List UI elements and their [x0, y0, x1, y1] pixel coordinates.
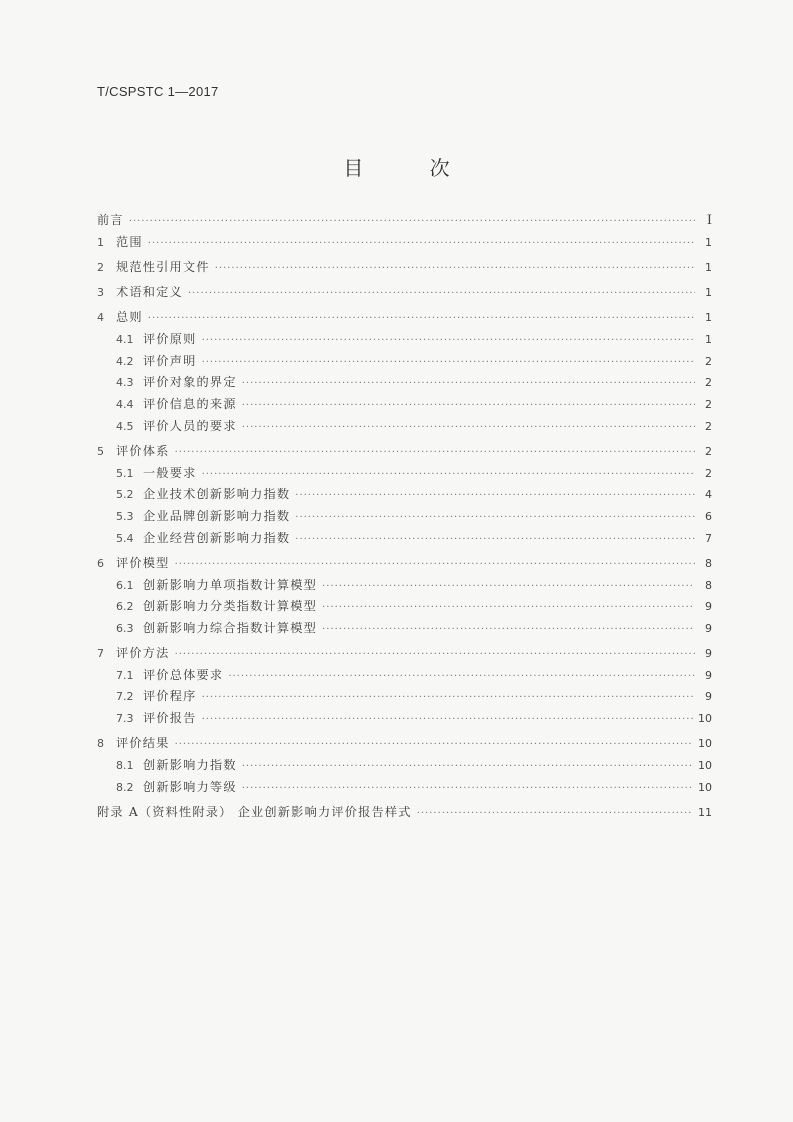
- toc-entry-number: 7.3: [116, 712, 134, 726]
- toc-entry-label: 评价方法: [116, 646, 170, 661]
- toc-entry-number: 6.3: [116, 621, 134, 635]
- toc-entry-label: 创新影响力等级: [143, 779, 237, 794]
- toc-leader-dots: [202, 330, 695, 352]
- toc-leader-dots: [175, 442, 695, 464]
- toc-leader-dots: [175, 734, 693, 756]
- toc-leader-dots: [175, 554, 695, 576]
- toc-title: 目 次: [343, 156, 480, 180]
- toc-entry-page: 6: [705, 509, 712, 523]
- toc-entry-page: 2: [705, 466, 712, 480]
- toc-entry-page: 9: [705, 668, 712, 682]
- toc-entry-page: 10: [698, 712, 712, 726]
- toc-entry-page: 1: [705, 235, 712, 249]
- toc-entry[interactable]: [97, 329, 712, 351]
- toc-entry-label: 附录 A（资料性附录） 企业创新影响力评价报告样式: [97, 804, 412, 819]
- toc-entry[interactable]: [97, 282, 712, 304]
- toc-leader-dots: [242, 778, 693, 800]
- toc-entry[interactable]: [97, 686, 712, 708]
- toc-leader-dots: [242, 395, 695, 417]
- table-of-contents: [97, 210, 712, 824]
- toc-entry-label: 企业技术创新影响力指数: [143, 487, 291, 502]
- toc-entry[interactable]: [97, 484, 712, 506]
- toc-leader-dots: [295, 529, 695, 551]
- toc-entry-page: 4: [705, 488, 712, 502]
- toc-leader-dots: [202, 352, 695, 374]
- toc-entry[interactable]: [97, 257, 712, 279]
- toc-entry[interactable]: [97, 528, 712, 550]
- toc-entry-page: 8: [705, 578, 712, 592]
- toc-entry[interactable]: [97, 777, 712, 799]
- toc-entry[interactable]: [97, 307, 712, 329]
- toc-entry-label: 评价模型: [116, 555, 170, 570]
- toc-entry-number: 5.1: [116, 466, 134, 480]
- toc-leader-dots: [322, 597, 695, 619]
- toc-leader-dots: [322, 619, 695, 641]
- toc-entry-page: 10: [698, 759, 712, 772]
- document-id: T/CSPSTC 1—2017: [97, 84, 219, 99]
- toc-entry-label: 评价总体要求: [143, 667, 224, 682]
- toc-leader-dots: [148, 308, 695, 330]
- toc-entry-page: 2: [705, 376, 712, 390]
- toc-entry[interactable]: [97, 618, 712, 640]
- toc-entry-page: 7: [705, 531, 712, 545]
- toc-entry[interactable]: [97, 351, 712, 373]
- toc-entry[interactable]: [97, 643, 712, 665]
- toc-entry-label: 创新影响力综合指数计算模型: [143, 620, 318, 635]
- toc-entry[interactable]: [97, 733, 712, 755]
- toc-leader-dots: [129, 211, 695, 233]
- toc-entry-label: 企业经营创新影响力指数: [143, 530, 291, 545]
- toc-entry-label: 评价体系: [116, 443, 170, 458]
- toc-leader-dots: [215, 258, 695, 280]
- toc-entry-page: 1: [705, 311, 712, 325]
- toc-entry-page: 11: [698, 805, 712, 819]
- toc-entry-label: 评价对象的界定: [143, 375, 237, 390]
- toc-entry[interactable]: [97, 232, 712, 254]
- toc-entry[interactable]: [97, 665, 712, 687]
- toc-leader-dots: [202, 464, 695, 486]
- toc-entry-number: 6.2: [116, 600, 134, 614]
- toc-entry-label: 评价结果: [116, 736, 170, 751]
- toc-entry-label: 企业品牌创新影响力指数: [143, 508, 291, 523]
- toc-entry-page: 1: [705, 286, 712, 300]
- toc-entry-number: 7.2: [116, 690, 134, 704]
- toc-entry-page: 2: [705, 354, 712, 368]
- toc-entry[interactable]: [97, 506, 712, 528]
- toc-entry-label: 评价程序: [143, 689, 197, 704]
- toc-entry[interactable]: [97, 755, 712, 777]
- toc-entry-page: 10: [698, 780, 712, 794]
- toc-entry[interactable]: [97, 553, 712, 575]
- toc-entry-page: Ⅰ: [706, 213, 712, 228]
- toc-entry-label: 规范性引用文件: [116, 259, 210, 274]
- toc-entry-number: 5: [97, 444, 104, 458]
- toc-leader-dots: [202, 687, 695, 709]
- toc-leader-dots: [175, 644, 695, 666]
- toc-entry-number: 2: [97, 260, 104, 274]
- toc-entry-label: 一般要求: [143, 465, 197, 480]
- toc-entry-number: 4.4: [116, 398, 134, 411]
- toc-entry-number: 8: [97, 737, 104, 751]
- toc-entry-number: 8.1: [116, 759, 134, 772]
- toc-entry-number: 4.2: [116, 354, 134, 368]
- toc-entry-number: 1: [97, 235, 104, 249]
- toc-entry-number: 4.1: [116, 332, 134, 346]
- toc-entry-label: 评价报告: [143, 711, 197, 726]
- toc-leader-dots: [148, 233, 695, 255]
- toc-entry-label: 评价原则: [143, 331, 197, 346]
- toc-entry-label: 术语和定义: [116, 285, 183, 300]
- toc-entry-number: 4.3: [116, 376, 134, 390]
- toc-entry-number: 4: [97, 311, 104, 325]
- toc-entry-label: 前言: [97, 213, 124, 227]
- toc-entry-label: 评价人员的要求: [143, 418, 237, 433]
- toc-entry-number: 5.3: [116, 509, 134, 523]
- toc-leader-dots: [188, 283, 695, 305]
- toc-entry-number: 3: [97, 286, 104, 300]
- toc-entry-page: 9: [705, 690, 712, 704]
- toc-entry-number: 5.4: [116, 531, 134, 545]
- toc-entry[interactable]: [97, 210, 712, 232]
- toc-entry-page: 2: [705, 419, 712, 433]
- toc-entry[interactable]: [97, 416, 712, 438]
- toc-entry[interactable]: [97, 372, 712, 394]
- toc-entry-number: 4.5: [116, 419, 134, 433]
- toc-entry[interactable]: [97, 708, 712, 730]
- toc-entry-page: 1: [705, 260, 712, 274]
- toc-leader-dots: [295, 507, 695, 529]
- toc-leader-dots: [322, 576, 695, 598]
- toc-entry-page: 1: [705, 332, 712, 346]
- toc-entry-number: 8.2: [116, 780, 134, 794]
- toc-entry[interactable]: [97, 441, 712, 463]
- toc-entry-label: 评价信息的来源: [143, 397, 237, 411]
- toc-leader-dots: [202, 709, 693, 731]
- toc-entry-page: 2: [705, 398, 712, 411]
- toc-entry-label: 范围: [116, 234, 143, 249]
- toc-entry-number: 5.2: [116, 488, 134, 502]
- toc-entry-label: 评价声明: [143, 353, 197, 368]
- toc-entry-page: 9: [705, 647, 712, 661]
- toc-leader-dots: [295, 485, 695, 507]
- toc-leader-dots: [242, 756, 693, 778]
- toc-leader-dots: [417, 803, 693, 825]
- toc-entry-label: 总则: [116, 310, 143, 325]
- toc-entry-page: 9: [705, 621, 712, 635]
- toc-entry-page: 10: [698, 737, 712, 751]
- toc-leader-dots: [242, 417, 695, 439]
- toc-entry-label: 创新影响力指数: [143, 758, 237, 772]
- toc-leader-dots: [242, 373, 695, 395]
- toc-entry[interactable]: [97, 802, 712, 824]
- toc-entry-label: 创新影响力分类指数计算模型: [143, 599, 318, 614]
- toc-entry[interactable]: [97, 463, 712, 485]
- toc-entry[interactable]: [97, 394, 712, 416]
- toc-entry-page: 2: [705, 444, 712, 458]
- toc-entry-number: 7.1: [116, 668, 134, 682]
- toc-entry[interactable]: [97, 596, 712, 618]
- toc-entry-number: 6: [97, 556, 104, 570]
- toc-entry-label: 创新影响力单项指数计算模型: [143, 577, 318, 592]
- toc-entry-number: 7: [97, 647, 104, 661]
- toc-entry-page: 9: [705, 600, 712, 614]
- toc-leader-dots: [228, 666, 695, 688]
- toc-entry-page: 8: [705, 556, 712, 570]
- toc-entry[interactable]: [97, 575, 712, 597]
- toc-entry-number: 6.1: [116, 578, 134, 592]
